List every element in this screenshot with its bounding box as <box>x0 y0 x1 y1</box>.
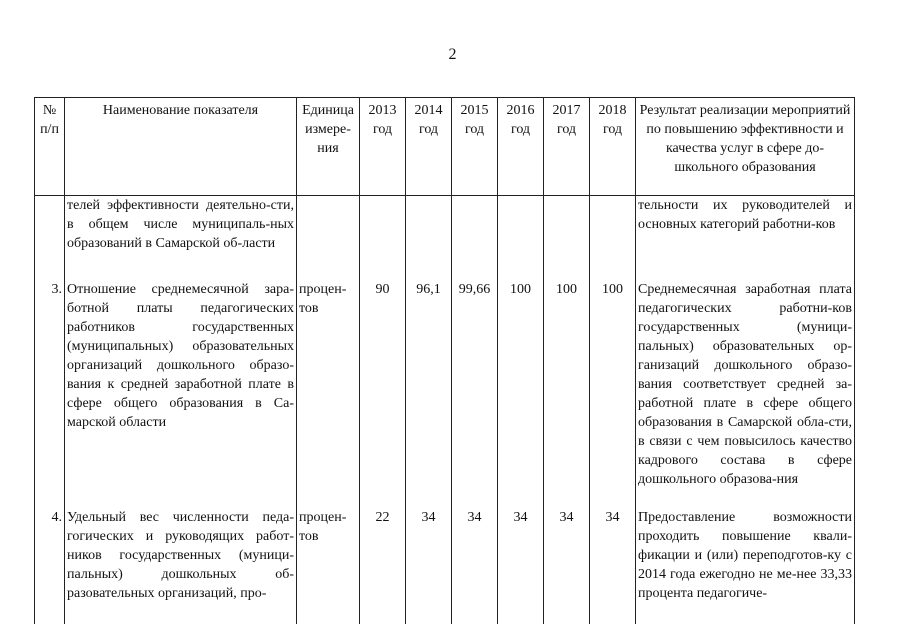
value-2016: 100 <box>498 276 544 504</box>
value-2017 <box>544 196 590 276</box>
value-2014: 34 <box>406 504 452 624</box>
header-year-2014: 2014 год <box>406 98 452 196</box>
result-cell: тельности их руководителей и основных категорий работни-ков <box>636 196 855 276</box>
indicators-table <box>34 97 855 624</box>
result-cell: Предоставление возможности проходить повышение квали-фикации и (или) переподготов-ку с 2014 года ежегодно не ме-нее 33,33 процента педагогиче- <box>636 504 855 624</box>
unit-cell: процен-тов <box>297 276 360 504</box>
value-2017: 34 <box>544 504 590 624</box>
value-2014 <box>406 196 452 276</box>
value-2014: 96,1 <box>406 276 452 504</box>
header-year-2015: 2015 год <box>452 98 498 196</box>
value-2018 <box>590 196 636 276</box>
value-2013 <box>360 196 406 276</box>
header-unit: Единица измере-ния <box>297 98 360 196</box>
header-year-2018: 2018 год <box>590 98 636 196</box>
value-2018: 100 <box>590 276 636 504</box>
indicator-name: Отношение среднемесячной зара-ботной платы педагогических работников государственных (муниципальных) образовательных организаций дошкольного образо-вания к средней заработной плате в сфере общего образования в Са-марской области <box>65 276 297 504</box>
header-year-2013: 2013 год <box>360 98 406 196</box>
row-num: 4. <box>35 504 65 624</box>
header-num: № п/п <box>35 98 65 196</box>
header-year-2017: 2017 год <box>544 98 590 196</box>
result-cell: Среднемесячная заработная плата педагогических работни-ков государственных (муници-пальных) образовательных ор-ганизаций дошкольного образо-вания соответствует средней за-работной плате в сфере общего образования в Самарской обла-сти, в связи с чем повысилось качество кадрового состава в сфере дошкольного образова-ния <box>636 276 855 504</box>
header-result: Результат реализации мероприятий по повышению эффективности и качества услуг в сфере до-школьного образования <box>636 98 855 196</box>
unit-cell <box>297 196 360 276</box>
header-name: Наименование показателя <box>65 98 297 196</box>
indicator-name: Удельный вес численности педа-гогических и руководящих работ-ников государственных (муници-пальных) дошкольных об-разовательных организаций, про- <box>65 504 297 624</box>
value-2017: 100 <box>544 276 590 504</box>
value-2013: 90 <box>360 276 406 504</box>
value-2016: 34 <box>498 504 544 624</box>
value-2015: 34 <box>452 504 498 624</box>
header-year-2016: 2016 год <box>498 98 544 196</box>
table-row <box>35 276 855 504</box>
value-2015 <box>452 196 498 276</box>
unit-cell: процен-тов <box>297 504 360 624</box>
value-2018: 34 <box>590 504 636 624</box>
value-2015: 99,66 <box>452 276 498 504</box>
table-row <box>35 504 855 624</box>
row-num <box>35 196 65 276</box>
value-2013: 22 <box>360 504 406 624</box>
table-row <box>35 196 855 276</box>
row-num: 3. <box>35 276 65 504</box>
table-header-row <box>35 98 855 196</box>
value-2016 <box>498 196 544 276</box>
page-number: 2 <box>448 46 457 63</box>
indicator-name: телей эффективности деятельно-сти, в общем числе муниципаль-ных образований в Самарской об-ласти <box>65 196 297 276</box>
